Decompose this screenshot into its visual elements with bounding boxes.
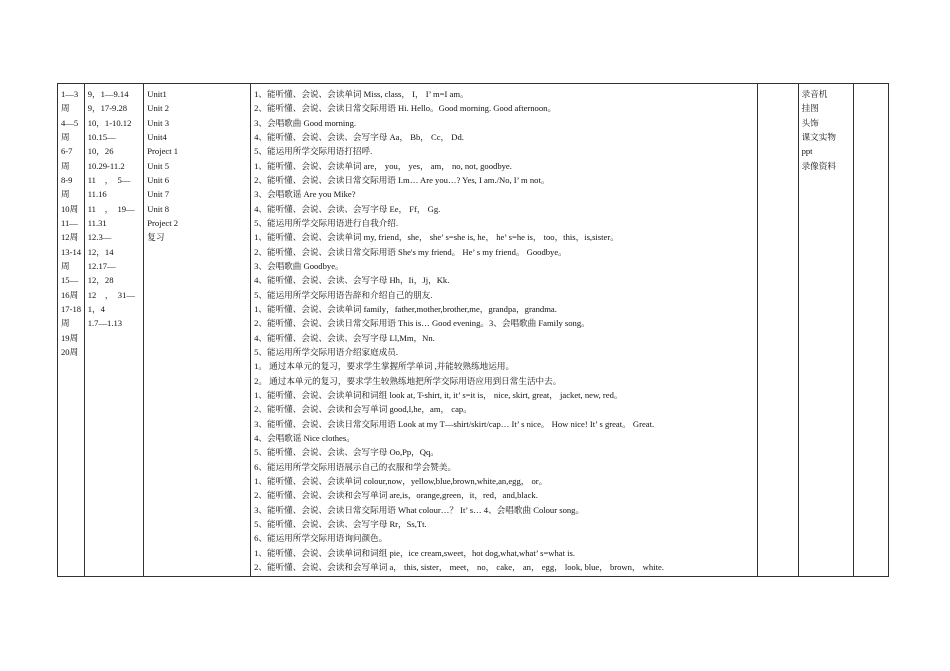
- weeks-line: 周: [61, 103, 70, 114]
- objectives-line: 2、能听懂、会说、会读日常交际用语 Hi. Hello。Good morning. Good afternoon。: [254, 103, 557, 114]
- weeks-line: 13-14: [61, 246, 82, 257]
- weeks-line: 周: [61, 318, 70, 329]
- dates-line: 12.17—: [87, 260, 116, 271]
- dates-line: 11 ， 19—: [87, 203, 135, 214]
- dates-line: 1，4: [87, 303, 105, 314]
- objectives-line: 5、能运用所学交际用语打招呼.: [254, 146, 373, 157]
- dates-line: 11.31: [87, 217, 107, 228]
- weeks-line: 17-18: [61, 303, 82, 314]
- units-list: [147, 87, 247, 245]
- units-line: Unit 2: [147, 103, 169, 114]
- dates-line: 9，1—9.14: [87, 89, 129, 99]
- objectives-line: 3、会唱歌谣 Are you Mike?: [254, 189, 356, 200]
- units-line: Unit 5: [147, 160, 169, 171]
- objectives-line: 1、能听懂、会说、会读单词 Miss, class， I， I’ m=I am。: [254, 89, 469, 99]
- objectives-line: 4、能听懂、会说、会读、会写字母 Hh，Ii，Jj，Kk.: [254, 275, 450, 286]
- objectives-line: 1、能听懂、会说、会读单词和词组 look at, T-shirt, it, it’ s=it is， nice, skirt, great， jacket, new, red。: [254, 389, 623, 400]
- dates-line: 10，1-10.12: [87, 117, 132, 128]
- dates-line: 10.15—: [87, 131, 116, 142]
- weeks-line: 周: [61, 260, 70, 271]
- units-line: 复习: [147, 232, 165, 243]
- objectives-line: 3、能听懂、会说、会读日常交际用语 What colour…？ It’ s… 4、会唱歌曲 Colour song。: [254, 504, 585, 515]
- objectives-line: 3、会唱歌曲 Goodbye。: [254, 260, 344, 271]
- weeks-line: 1—3: [61, 89, 79, 99]
- objectives-line: 4、能听懂、会说、会读、会写字母 Aa， Bb， Cc， Dd.: [254, 131, 464, 142]
- units-line: Unit4: [147, 131, 167, 142]
- objectives-line: 2、能听懂、会说、会读日常交际用语 This is… Good evening。3、会唱歌曲 Family song。: [254, 318, 590, 329]
- units-line: Unit 8: [147, 203, 169, 214]
- objectives-cell: [251, 84, 757, 577]
- resources-cell: [798, 84, 853, 577]
- resources-line: 录像资料: [801, 160, 836, 171]
- dates-line: 10，26: [87, 146, 114, 157]
- weeks-line: 20周: [61, 346, 79, 357]
- objectives-line: 5、能运用所学交际用语介绍家庭成员.: [254, 346, 399, 357]
- objectives-line: 6、能运用所学交际用语询问颜色。: [254, 533, 388, 544]
- dates-line: 10.29-11.2: [87, 160, 125, 171]
- dates-line: 12 ， 31—: [87, 289, 135, 300]
- dates-list: [88, 87, 141, 331]
- weeks-line: 15—: [61, 275, 79, 286]
- weeks-line: 12周: [61, 232, 79, 243]
- objectives-line: 2、能听懂、会说、会读和会写单词 good,l,he，am， cap。: [254, 404, 472, 415]
- objectives-line: 2、能听懂、会说、会读和会写单词 a， this, sister， meet， no， cake， an， egg， look, blue， brown， white.: [254, 561, 664, 572]
- dates-line: 11 ， 5—: [87, 174, 131, 185]
- units-cell: [144, 84, 251, 577]
- weeks-line: 11—: [61, 217, 78, 228]
- weeks-line: 周: [61, 189, 70, 200]
- dates-line: 1.7—1.13: [87, 318, 123, 329]
- teaching-plan-table: [57, 83, 889, 577]
- objectives-line: 4、能听懂、会说、会读、会写字母 Ee， Ff， Gg.: [254, 203, 441, 214]
- objectives-line: 2。 通过本单元的复习，要求学生较熟练地把所学交际用语应用到日常生活中去。: [254, 375, 562, 386]
- resources-line: ppt: [801, 146, 813, 157]
- units-line: Unit 3: [147, 117, 169, 128]
- objectives-line: 3、会唱歌曲 Good morning.: [254, 117, 357, 128]
- resources-list: [802, 87, 850, 173]
- weeks-line: 19周: [61, 332, 79, 343]
- objectives-line: 5、能运用所学交际用语告辞和介绍自己的朋友.: [254, 289, 433, 300]
- objectives-line: 1、能听懂、会说、会读单词 my, friend，she， she’ s=she is, he， he’ s=he is， too，this，is,sister。: [254, 232, 619, 243]
- dates-line: 12.3—: [87, 232, 112, 243]
- dates-line: 12，28: [87, 275, 114, 286]
- empty-cell-a: [757, 84, 798, 577]
- weeks-line: 8-9: [61, 174, 73, 185]
- objectives-line: 4、会唱歌谣 Nice clothes。: [254, 432, 355, 443]
- resources-line: 挂图: [801, 103, 819, 114]
- objectives-line: 1、能听懂、会说、会读单词 are， you， yes， am， no, not, goodbye.: [254, 160, 512, 171]
- objectives-list: [254, 87, 753, 574]
- dates-cell: [84, 84, 144, 577]
- objectives-line: 3、能听懂、会说、会读日常交际用语 Look at my T—shirt/skirt/cap… It’ s nice。 How nice! It’ s great。 Great.: [254, 418, 655, 429]
- weeks-line: 10周: [61, 203, 79, 214]
- weeks-cell: [58, 84, 85, 577]
- units-line: Unit 7: [147, 189, 169, 200]
- objectives-line: 5、能运用所学交际用语进行自我介绍.: [254, 217, 399, 228]
- objectives-line: 1、能听懂、会说、会读单词和词组 pie，ice cream,sweet，hot dog,what,what’ s=what is.: [254, 547, 576, 558]
- weeks-line: 4—5: [61, 117, 79, 128]
- objectives-line: 5、能听懂、会说、会读、会写字母 Rr，Ss,Tt.: [254, 518, 427, 529]
- units-line: Project 2: [147, 217, 179, 228]
- objectives-line: 6、能运用所学交际用语展示自己的衣服和学会赞美。: [254, 461, 457, 472]
- objectives-line: 5、能听懂、会说、会读、会写字母 Oo,Pp，Qq。: [254, 447, 439, 458]
- weeks-line: 周: [61, 131, 70, 142]
- dates-line: 12，14: [87, 246, 114, 257]
- dates-line: 11.16: [87, 189, 107, 200]
- weeks-line: 16周: [61, 289, 79, 300]
- objectives-line: 1。 通过本单元的复习，要求学生掌握所学单词 ,并能较熟练地运用。: [254, 361, 515, 372]
- table-row: [58, 84, 889, 577]
- objectives-line: 4、能听懂、会说、会读、会写字母 Ll,Mm，Nn.: [254, 332, 435, 343]
- resources-line: 录音机: [801, 89, 828, 99]
- objectives-line: 1、能听懂、会说、会读单词 family，father,mother,brother,me，grandpa，grandma.: [254, 303, 557, 314]
- objectives-line: 1、能听懂、会说、会读单词 colour,now，yellow,blue,brown,white,an,egg， or。: [254, 475, 548, 486]
- objectives-line: 2、能听懂、会说、会读和会写单词 are,is，orange,green，it，red，and,black.: [254, 490, 538, 501]
- empty-cell-b: [854, 84, 889, 577]
- weeks-line: 6-7: [61, 146, 73, 157]
- objectives-line: 2、能听懂、会说、会读日常交际用语 She's my friend。 He’ s my friend。 Goodbye。: [254, 246, 567, 257]
- resources-line: 课文实物: [801, 131, 836, 142]
- weeks-line: 周: [61, 160, 70, 171]
- objectives-line: 2、能听懂、会说、会读日常交际用语 I.m… Are you…? Yes, I am./No, I’ m not。: [254, 174, 550, 185]
- units-line: Unit 6: [147, 174, 169, 185]
- resources-line: 头饰: [801, 117, 819, 128]
- units-line: Project 1: [147, 146, 179, 157]
- units-line: Unit1: [147, 89, 167, 99]
- dates-line: 9，17-9.28: [87, 103, 128, 114]
- weeks-list: [61, 87, 81, 359]
